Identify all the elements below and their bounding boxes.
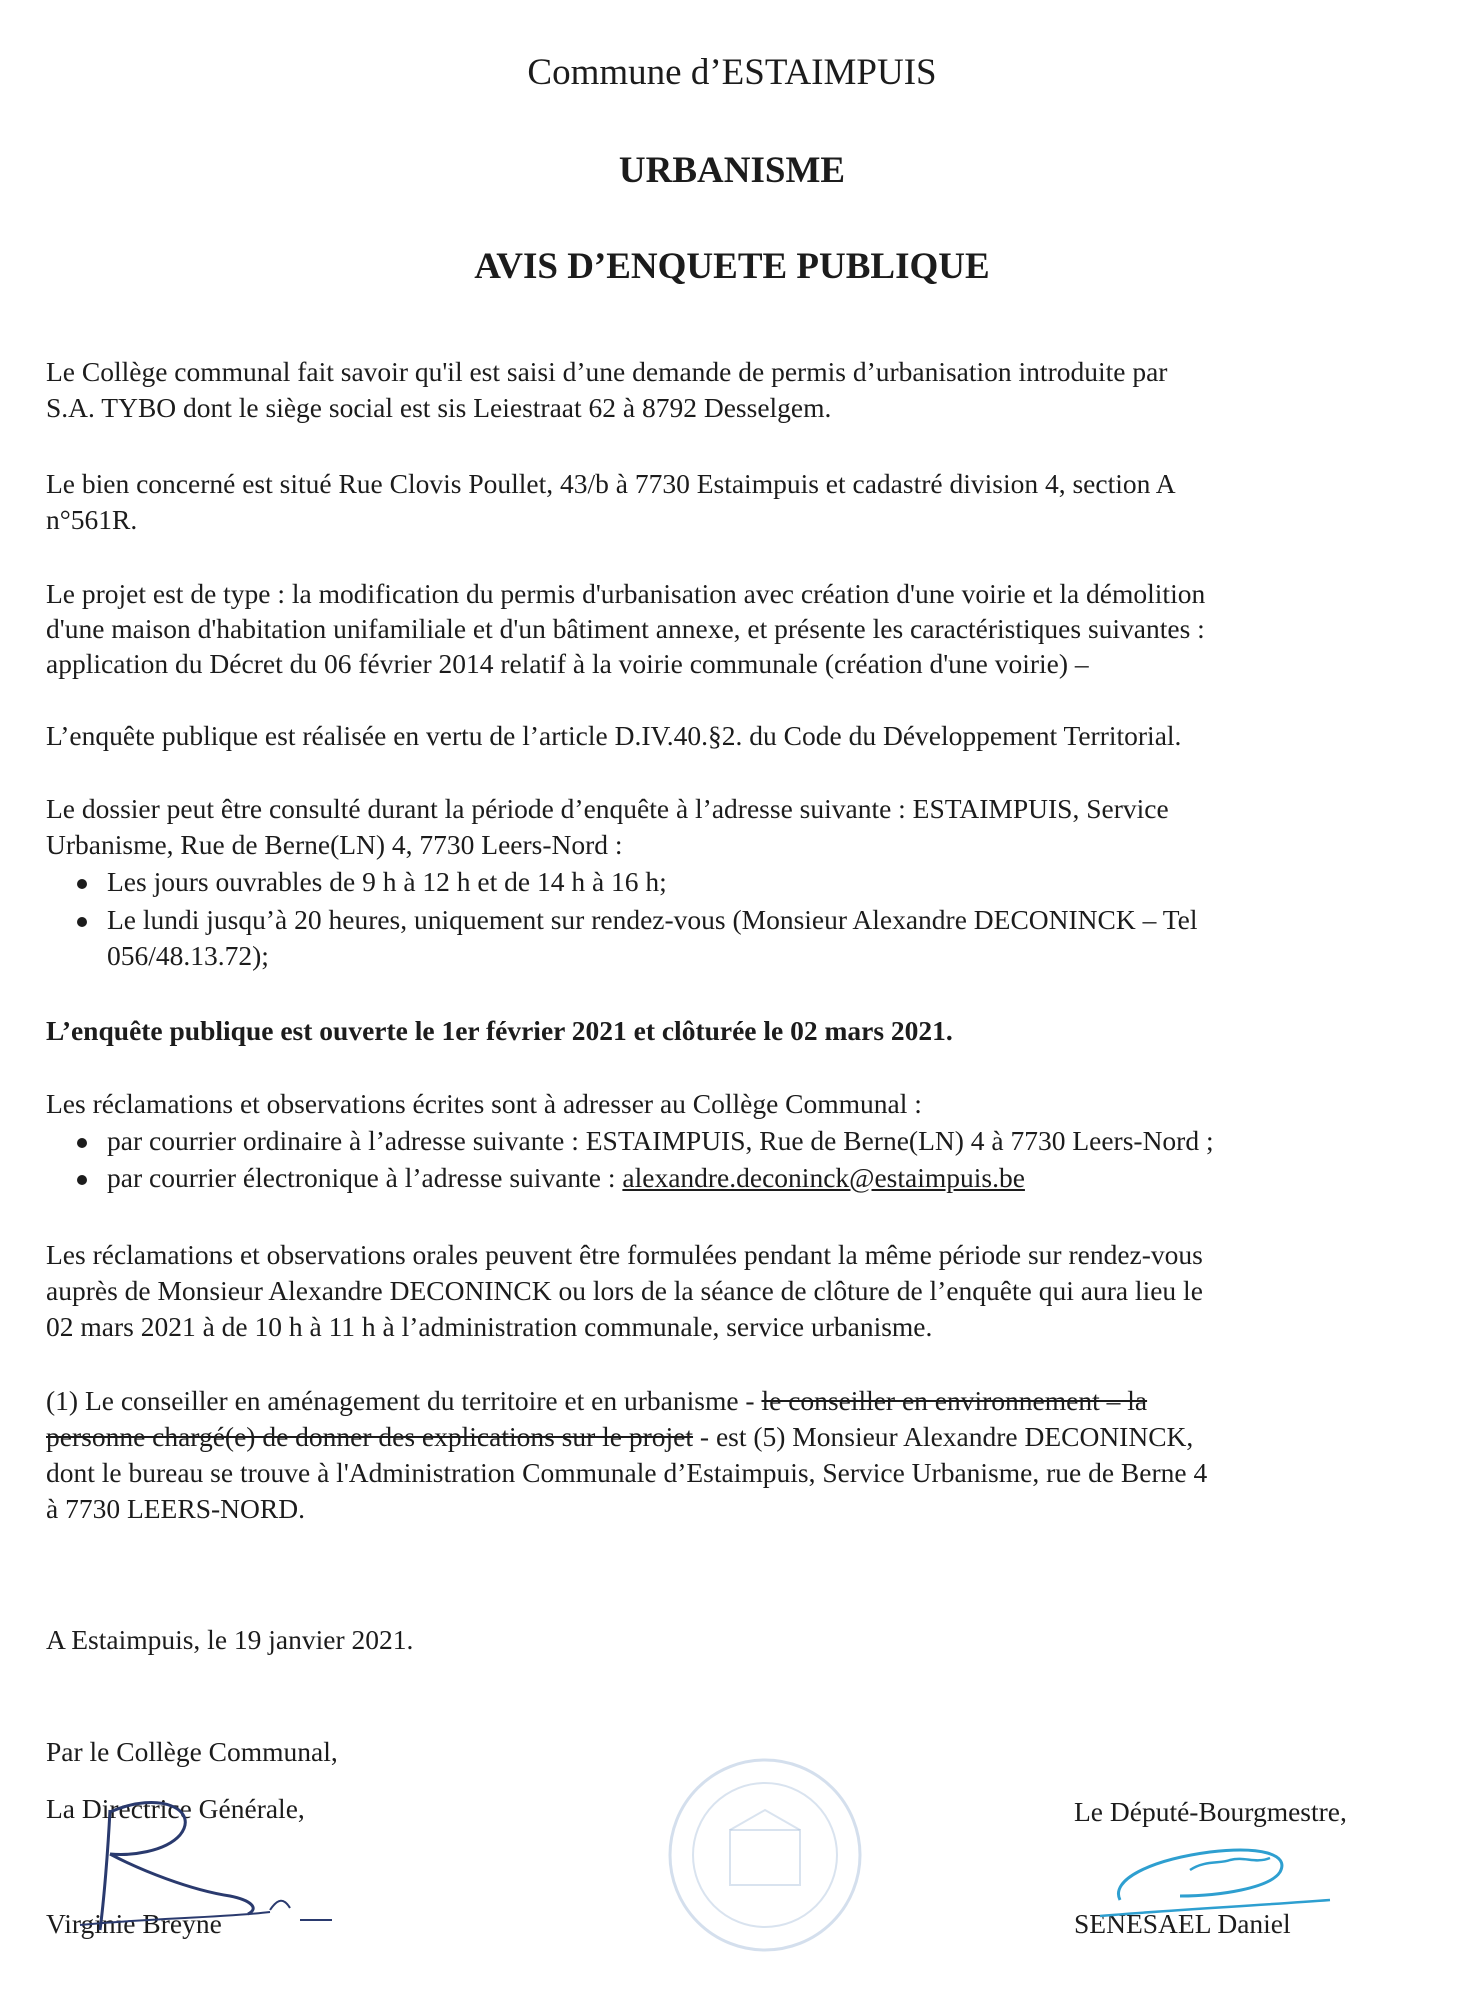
- paragraph-3-line-1: Le projet est de type : la modification du permis d'urbanisation avec création d'une voirie et la démolition: [46, 578, 1206, 609]
- bullet-email-text: par courrier électronique à l’adresse suivante :: [107, 1162, 623, 1193]
- paragraph-9-line-4: à 7730 LEERS-NORD.: [46, 1493, 305, 1524]
- struck-text: personne chargé(e) de donner des explications sur le projet: [46, 1421, 694, 1452]
- paragraph-9-line-1: [46, 1383, 1147, 1419]
- paragraph-9-line-2: [46, 1419, 1193, 1455]
- left-signature-icon: [70, 1790, 340, 1940]
- struck-text: le conseiller en environnement – la: [761, 1385, 1148, 1416]
- inquiry-dates: L’enquête publique est ouverte le 1er février 2021 et clôturée le 02 mars 2021.: [46, 1015, 953, 1046]
- left-signatory-name: Virginie Breyne: [46, 1908, 222, 1939]
- paragraph-3-line-3: application du Décret du 06 février 2014 relatif à la voirie communale (création d'une voirie) –: [46, 648, 1089, 679]
- paragraph-3-line-2: d'une maison d'habitation unifamiliale et d'un bâtiment annexe, et présente les caractéristiques suivantes :: [46, 613, 1205, 644]
- bullet-hours: Les jours ouvrables de 9 h à 12 h et de 14 h à 16 h;: [107, 866, 667, 897]
- bullet-dot: [77, 917, 87, 927]
- paragraph-1-line-1: Le Collège communal fait savoir qu'il est saisi d’une demande de permis d’urbanisation introduite par: [46, 356, 1168, 387]
- paragraph-2-line-2: n°561R.: [46, 504, 138, 535]
- paragraph-2-line-1: Le bien concerné est situé Rue Clovis Poullet, 43/b à 7730 Estaimpuis et cadastré division 4, section A: [46, 468, 1176, 499]
- date-line: A Estaimpuis, le 19 janvier 2021.: [46, 1624, 414, 1655]
- bullet-dot: [77, 879, 87, 889]
- paragraph-8-line-2: auprès de Monsieur Alexandre DECONINCK ou lors de la séance de clôture de l’enquête qui aura lieu le: [46, 1275, 1203, 1306]
- paragraph-5-line-2: Urbanisme, Rue de Berne(LN) 4, 7730 Leers-Nord :: [46, 829, 623, 860]
- bullet-dot: [77, 1175, 87, 1185]
- paragraph-4-line-1: L’enquête publique est réalisée en vertu de l’article D.IV.40.§2. du Code du Développement Territorial.: [46, 720, 1182, 751]
- paragraph-9-text: (1) Le conseiller en aménagement du territoire et en urbanisme -: [46, 1385, 762, 1416]
- paragraph-9-line-3: dont le bureau se trouve à l'Administration Communale d’Estaimpuis, Service Urbanisme, rue de Berne 4: [46, 1457, 1208, 1488]
- service-title: URBANISME: [618, 150, 846, 191]
- bullet-monday-line-2: 056/48.13.72);: [107, 940, 269, 971]
- signatory-by: Par le Collège Communal,: [46, 1736, 338, 1767]
- bullet-monday-line-1: Le lundi jusqu’à 20 heures, uniquement sur rendez-vous (Monsieur Alexandre DECONINCK – Tel: [107, 904, 1198, 935]
- left-signatory-role: La Directrice Générale,: [46, 1793, 305, 1824]
- paragraph-7-line-1: Les réclamations et observations écrites sont à adresser au Collège Communal :: [46, 1088, 922, 1119]
- bullet-postal: par courrier ordinaire à l’adresse suivante : ESTAIMPUIS, Rue de Berne(LN) 4 à 7730 Leers-Nord ;: [107, 1125, 1214, 1156]
- bullet-dot: [77, 1138, 87, 1148]
- notice-title: AVIS D’ENQUETE PUBLIQUE: [474, 246, 990, 287]
- paragraph-5-line-1: Le dossier peut être consulté durant la période d’enquête à l’adresse suivante : ESTAIMPUIS, Service: [46, 793, 1169, 824]
- official-stamp-icon: [650, 1740, 880, 1970]
- paragraph-8-line-1: Les réclamations et observations orales peuvent être formulées pendant la même période sur rendez-vous: [46, 1239, 1203, 1270]
- paragraph-1-line-2: S.A. TYBO dont le siège social est sis Leiestraat 62 à 8792 Desselgem.: [46, 392, 832, 423]
- paragraph-8-line-3: 02 mars 2021 à de 10 h à 11 h à l’administration communale, service urbanisme.: [46, 1311, 933, 1342]
- right-signatory-name: SENESAEL Daniel: [1074, 1908, 1291, 1939]
- email-link[interactable]: alexandre.deconinck@estaimpuis.be: [622, 1162, 1025, 1193]
- right-signatory-role: Le Député-Bourgmestre,: [1074, 1796, 1347, 1827]
- right-signature-icon: [1080, 1830, 1340, 1930]
- paragraph-9-text: - est (5) Monsieur Alexandre DECONINCK,: [693, 1421, 1194, 1452]
- bullet-email: [107, 1160, 1025, 1196]
- commune-title: Commune d’ESTAIMPUIS: [527, 52, 937, 93]
